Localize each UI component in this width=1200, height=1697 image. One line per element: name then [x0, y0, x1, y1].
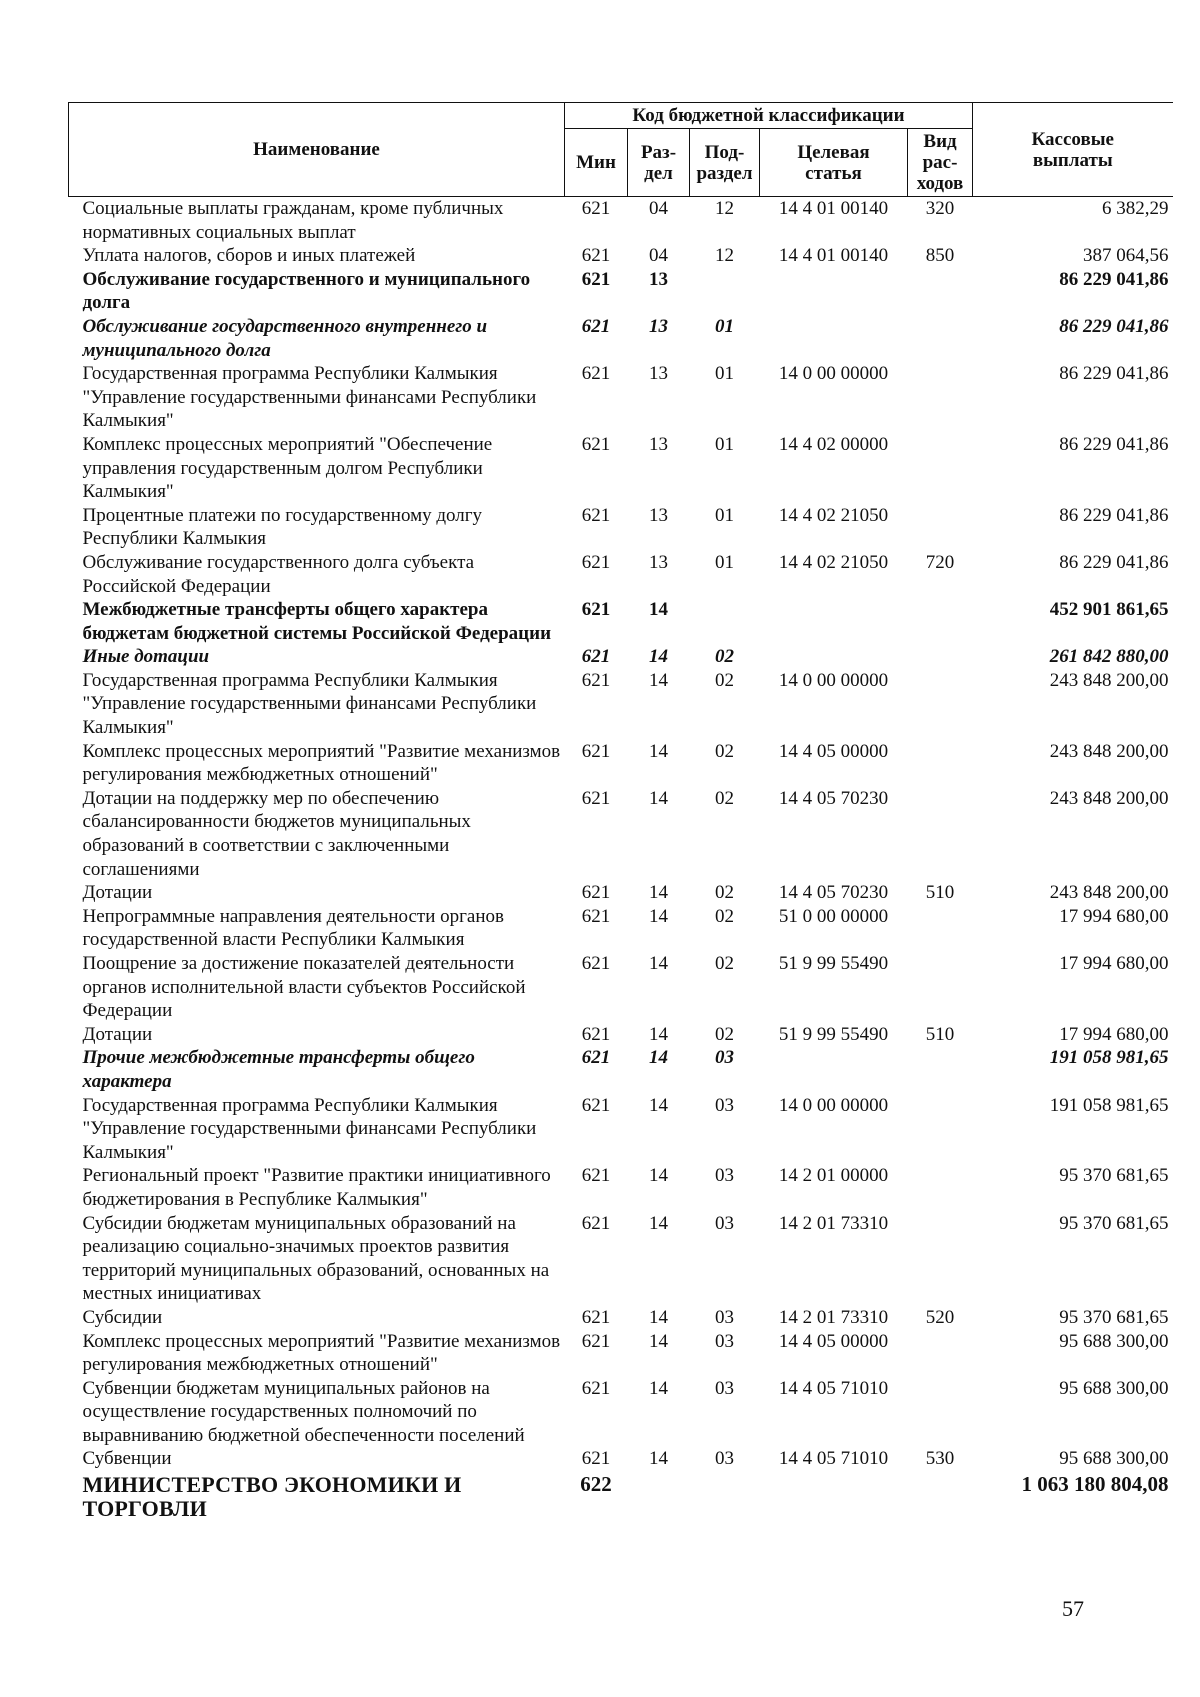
table-row	[69, 787, 1173, 881]
row-expense-type	[908, 952, 973, 1023]
row-name: Иные дотации	[82, 646, 210, 668]
row-amount: 1 063 180 804,08	[1021, 1472, 1169, 1497]
row-amount: 243 848 200,00	[1049, 787, 1169, 809]
row-target	[760, 598, 908, 645]
row-name: МИНИСТЕРСТВО ЭКОНОМИКИ И ТОРГОВЛИ	[82, 1472, 462, 1521]
row-target: 51 0 00 00000	[778, 905, 889, 927]
row-section: 14	[649, 1165, 668, 1187]
row-min: 621	[581, 1023, 611, 1045]
row-subsection: 02	[715, 953, 734, 974]
row-expense-type: 530	[925, 1448, 955, 1470]
row-amount: 86 229 041,86	[1059, 433, 1169, 455]
row-min: 621	[581, 953, 611, 974]
header-target-text: Целевая статья	[797, 141, 870, 184]
row-target: 14 0 00 00000	[778, 363, 889, 385]
row-expense-type	[908, 1046, 973, 1093]
row-amount: 17 994 680,00	[1059, 905, 1169, 927]
table-row	[69, 244, 1173, 268]
row-section: 14	[649, 787, 668, 809]
row-target: 14 4 02 00000	[778, 433, 889, 455]
row-min: 621	[581, 1094, 611, 1116]
row-section: 14	[649, 1377, 668, 1399]
row-amount: 95 370 681,65	[1059, 1165, 1169, 1187]
row-section: 13	[649, 315, 668, 337]
row-expense-type	[908, 1471, 973, 1520]
page-number: 57	[1062, 1596, 1084, 1621]
table-row	[69, 1046, 1173, 1093]
row-amount: 243 848 200,00	[1049, 882, 1169, 904]
row-name: Обслуживание государственного и муниципального долга	[82, 268, 531, 314]
header-subsection	[690, 129, 760, 197]
row-name: Социальные выплаты гражданам, кроме публичных нормативных социальных выплат	[82, 198, 504, 243]
table-row	[69, 1212, 1173, 1306]
table-row	[69, 268, 1173, 315]
row-expense-type: 510	[925, 882, 955, 904]
row-min: 621	[581, 1330, 611, 1352]
row-amount: 6 382,29	[1102, 198, 1169, 219]
row-target	[760, 315, 908, 362]
row-expense-type	[908, 645, 973, 669]
table-header	[69, 103, 1173, 197]
row-expense-type	[908, 787, 973, 881]
table-row	[69, 1471, 1173, 1520]
row-subsection: 03	[715, 1330, 734, 1352]
row-amount: 95 370 681,65	[1059, 1306, 1169, 1328]
row-expense-type: 510	[925, 1023, 955, 1045]
row-name: Обслуживание государственного долга субъекта Российской Федерации	[82, 551, 475, 597]
row-name: Дотации на поддержку мер по обеспечению сбалансированности бюджетов муниципальных образований в соответствии с заключенными соглашениями	[82, 787, 471, 880]
row-subsection	[690, 598, 760, 645]
table-row	[69, 645, 1173, 669]
row-target	[760, 268, 908, 315]
table-body	[69, 197, 1173, 1521]
row-subsection: 03	[715, 1094, 734, 1116]
table-row	[69, 669, 1173, 740]
row-min: 621	[581, 740, 611, 762]
row-min: 621	[581, 245, 611, 267]
row-subsection: 02	[715, 646, 734, 668]
table-row	[69, 1447, 1173, 1471]
row-min: 622	[580, 1472, 612, 1497]
row-expense-type: 320	[925, 198, 955, 219]
row-amount: 86 229 041,86	[1059, 268, 1169, 290]
row-target: 14 0 00 00000	[778, 1094, 889, 1116]
row-expense-type	[908, 598, 973, 645]
row-subsection: 03	[715, 1306, 734, 1328]
row-expense-type	[908, 1330, 973, 1377]
header-min: Мин	[565, 129, 628, 197]
table-row	[69, 315, 1173, 362]
row-target: 14 4 05 70230	[778, 787, 889, 809]
table-row	[69, 504, 1173, 551]
row-target: 51 9 99 55490	[778, 953, 889, 974]
row-amount: 17 994 680,00	[1059, 1023, 1169, 1045]
row-min: 621	[581, 905, 611, 927]
row-min: 621	[581, 551, 611, 573]
row-min: 621	[581, 1448, 611, 1470]
row-min: 621	[581, 504, 611, 526]
row-target	[760, 645, 908, 669]
row-min: 621	[581, 646, 611, 668]
row-section: 14	[649, 669, 668, 691]
row-name: Комплекс процессных мероприятий "Развитие механизмов регулирования межбюджетных отношений"	[82, 740, 561, 786]
row-target: 14 2 01 73310	[778, 1212, 889, 1234]
row-section: 14	[649, 646, 668, 668]
row-expense-type	[908, 433, 973, 504]
row-name: Комплекс процессных мероприятий "Развитие механизмов регулирования межбюджетных отношений"	[82, 1330, 561, 1376]
header-subsection-text: Под- раздел	[696, 141, 753, 184]
row-subsection	[690, 1471, 760, 1520]
row-subsection: 03	[715, 1212, 734, 1234]
row-target: 14 4 02 21050	[778, 551, 889, 573]
table-row	[69, 362, 1173, 433]
row-section: 13	[649, 363, 668, 385]
row-amount: 17 994 680,00	[1059, 953, 1169, 974]
row-amount: 243 848 200,00	[1049, 669, 1169, 691]
row-subsection: 01	[715, 504, 734, 526]
row-name: Государственная программа Республики Калмыкия "Управление государственными финансами Республики Калмыкия"	[82, 1094, 537, 1163]
header-section	[628, 129, 690, 197]
row-expense-type	[908, 1212, 973, 1306]
row-target: 14 0 00 00000	[778, 669, 889, 691]
table-row	[69, 1330, 1173, 1377]
row-name: Дотации	[82, 1023, 153, 1045]
row-min: 621	[581, 669, 611, 691]
row-subsection: 02	[715, 1023, 734, 1045]
budget-table	[68, 102, 1173, 1520]
row-subsection: 02	[715, 905, 734, 927]
table-row	[69, 1094, 1173, 1165]
row-subsection: 02	[715, 740, 734, 762]
row-min: 621	[581, 1165, 611, 1187]
row-target: 14 4 05 71010	[778, 1377, 889, 1399]
row-amount: 86 229 041,86	[1059, 504, 1169, 526]
row-min: 621	[581, 1377, 611, 1399]
row-expense-type	[908, 1164, 973, 1211]
row-expense-type	[908, 1377, 973, 1448]
row-subsection: 02	[715, 669, 734, 691]
row-amount: 95 688 300,00	[1059, 1330, 1169, 1352]
row-amount: 86 229 041,86	[1059, 315, 1169, 337]
row-min: 621	[581, 1306, 611, 1328]
row-min: 621	[581, 882, 611, 904]
row-name: Субсидии бюджетам муниципальных образований на реализацию социально-значимых проектов развития территорий муниципальных образований, основанных на местных инициативах	[82, 1212, 550, 1305]
row-expense-type	[908, 268, 973, 315]
row-amount: 86 229 041,86	[1059, 363, 1169, 385]
row-subsection: 03	[715, 1165, 734, 1187]
header-section-text: Раз- дел	[640, 141, 677, 184]
row-target: 51 9 99 55490	[778, 1023, 889, 1045]
row-target: 14 4 05 00000	[778, 1330, 889, 1352]
table-row	[69, 551, 1173, 598]
row-subsection	[690, 268, 760, 315]
table-row	[69, 1164, 1173, 1211]
row-min: 621	[581, 315, 611, 337]
row-amount: 243 848 200,00	[1049, 740, 1169, 762]
row-expense-type	[908, 362, 973, 433]
row-expense-type: 850	[925, 245, 955, 267]
row-subsection: 03	[715, 1047, 734, 1069]
table-row	[69, 952, 1173, 1023]
row-name: Государственная программа Республики Калмыкия "Управление государственными финансами Республики Калмыкия"	[82, 363, 537, 432]
row-expense-type: 720	[925, 551, 955, 573]
row-target	[760, 1046, 908, 1093]
header-payments-text: Кассовые выплаты	[1031, 128, 1114, 171]
row-section: 14	[649, 1094, 668, 1116]
table-row	[69, 740, 1173, 787]
row-section: 13	[649, 433, 668, 455]
row-target: 14 2 01 00000	[778, 1165, 889, 1187]
row-target: 14 4 05 00000	[778, 740, 889, 762]
row-amount: 387 064,56	[1083, 245, 1169, 267]
row-amount: 191 058 981,65	[1049, 1094, 1169, 1116]
row-subsection: 03	[715, 1448, 734, 1470]
table-row	[69, 881, 1173, 905]
row-subsection: 01	[715, 433, 734, 455]
header-code-group: Код бюджетной классификации	[565, 103, 973, 129]
row-expense-type	[908, 504, 973, 551]
row-amount: 86 229 041,86	[1059, 551, 1169, 573]
header-payments	[973, 103, 1173, 197]
row-name: Непрограммные направления деятельности органов государственной власти Республики Калмыкия	[82, 905, 505, 951]
row-section: 13	[649, 551, 668, 573]
row-section: 04	[649, 198, 668, 219]
row-amount: 95 688 300,00	[1059, 1377, 1169, 1399]
row-name: Межбюджетные трансферты общего характера бюджетам бюджетной системы Российской Федерации	[82, 599, 552, 644]
row-name: Прочие межбюджетные трансферты общего характера	[82, 1047, 475, 1092]
row-name: Обслуживание государственного внутреннего и муниципального долга	[82, 315, 488, 361]
row-name: Процентные платежи по государственному долгу Республики Калмыкия	[82, 504, 483, 550]
row-section: 14	[649, 1448, 668, 1470]
row-amount: 452 901 861,65	[1049, 599, 1169, 621]
header-name: Наименование	[69, 103, 565, 197]
header-target	[760, 129, 908, 197]
row-section: 13	[649, 504, 668, 526]
row-amount: 261 842 880,00	[1049, 646, 1169, 668]
row-min: 621	[581, 198, 611, 219]
row-subsection: 03	[715, 1377, 734, 1399]
row-name: Поощрение за достижение показателей деятельности органов исполнительной власти субъектов Российской Федерации	[82, 953, 526, 1022]
row-name: Дотации	[82, 882, 153, 904]
row-section: 14	[649, 1330, 668, 1352]
table-row	[69, 1023, 1173, 1047]
row-name: Субвенции бюджетам муниципальных районов на осуществление государственных полномочий по выравниванию бюджетной обеспеченности поселений	[82, 1377, 525, 1446]
row-subsection: 01	[715, 363, 734, 385]
row-expense-type: 520	[925, 1306, 955, 1328]
row-name: Государственная программа Республики Калмыкия "Управление государственными финансами Республики Калмыкия"	[82, 669, 537, 739]
row-section: 14	[649, 882, 668, 904]
row-section: 14	[649, 953, 668, 974]
row-min: 621	[581, 268, 611, 290]
row-section: 14	[649, 1023, 668, 1045]
row-target: 14 4 01 00140	[778, 198, 889, 219]
header-expense-type	[908, 129, 973, 197]
header-expense-type-text: Вид рас- ходов	[916, 131, 964, 194]
row-subsection: 02	[715, 787, 734, 809]
row-subsection: 02	[715, 882, 734, 904]
table-row	[69, 197, 1173, 245]
row-expense-type	[908, 905, 973, 952]
row-section: 14	[649, 599, 668, 621]
row-target: 14 4 05 71010	[778, 1448, 889, 1470]
row-target: 14 4 01 00140	[778, 245, 889, 267]
row-expense-type	[908, 740, 973, 787]
table-row	[69, 1306, 1173, 1330]
row-min: 621	[581, 433, 611, 455]
row-target: 14 4 02 21050	[778, 504, 889, 526]
row-min: 621	[581, 1212, 611, 1234]
row-amount: 191 058 981,65	[1049, 1047, 1169, 1069]
row-expense-type	[908, 669, 973, 740]
row-name: Комплекс процессных мероприятий "Обеспечение управления государственным долгом Республики Калмыкия"	[82, 433, 493, 503]
row-section: 04	[649, 245, 668, 267]
row-section: 13	[649, 268, 668, 290]
row-name: Уплата налогов, сборов и иных платежей	[82, 245, 416, 267]
row-target: 14 2 01 73310	[778, 1306, 889, 1328]
table-row	[69, 598, 1173, 645]
row-amount: 95 370 681,65	[1059, 1212, 1169, 1234]
table-row	[69, 433, 1173, 504]
row-subsection: 12	[715, 245, 734, 267]
row-target: 14 4 05 70230	[778, 882, 889, 904]
row-section: 14	[649, 1306, 668, 1328]
row-name: Региональный проект "Развитие практики инициативного бюджетирования в Республике Калмыкия"	[82, 1165, 551, 1210]
row-min: 621	[581, 1047, 611, 1069]
table-row	[69, 1377, 1173, 1448]
row-subsection: 01	[715, 551, 734, 573]
row-subsection: 12	[715, 198, 734, 219]
row-amount: 95 688 300,00	[1059, 1448, 1169, 1470]
row-section	[628, 1471, 690, 1520]
row-min: 621	[581, 599, 611, 621]
row-section: 14	[649, 740, 668, 762]
row-min: 621	[581, 363, 611, 385]
row-section: 14	[649, 1047, 668, 1069]
table-row	[69, 905, 1173, 952]
row-section: 14	[649, 1212, 668, 1234]
row-name: Субвенции	[82, 1448, 172, 1470]
row-name: Субсидии	[82, 1306, 163, 1328]
row-target	[760, 1471, 908, 1520]
row-section: 14	[649, 905, 668, 927]
row-expense-type	[908, 1094, 973, 1165]
row-subsection: 01	[715, 315, 734, 337]
row-expense-type	[908, 315, 973, 362]
row-min: 621	[581, 787, 611, 809]
